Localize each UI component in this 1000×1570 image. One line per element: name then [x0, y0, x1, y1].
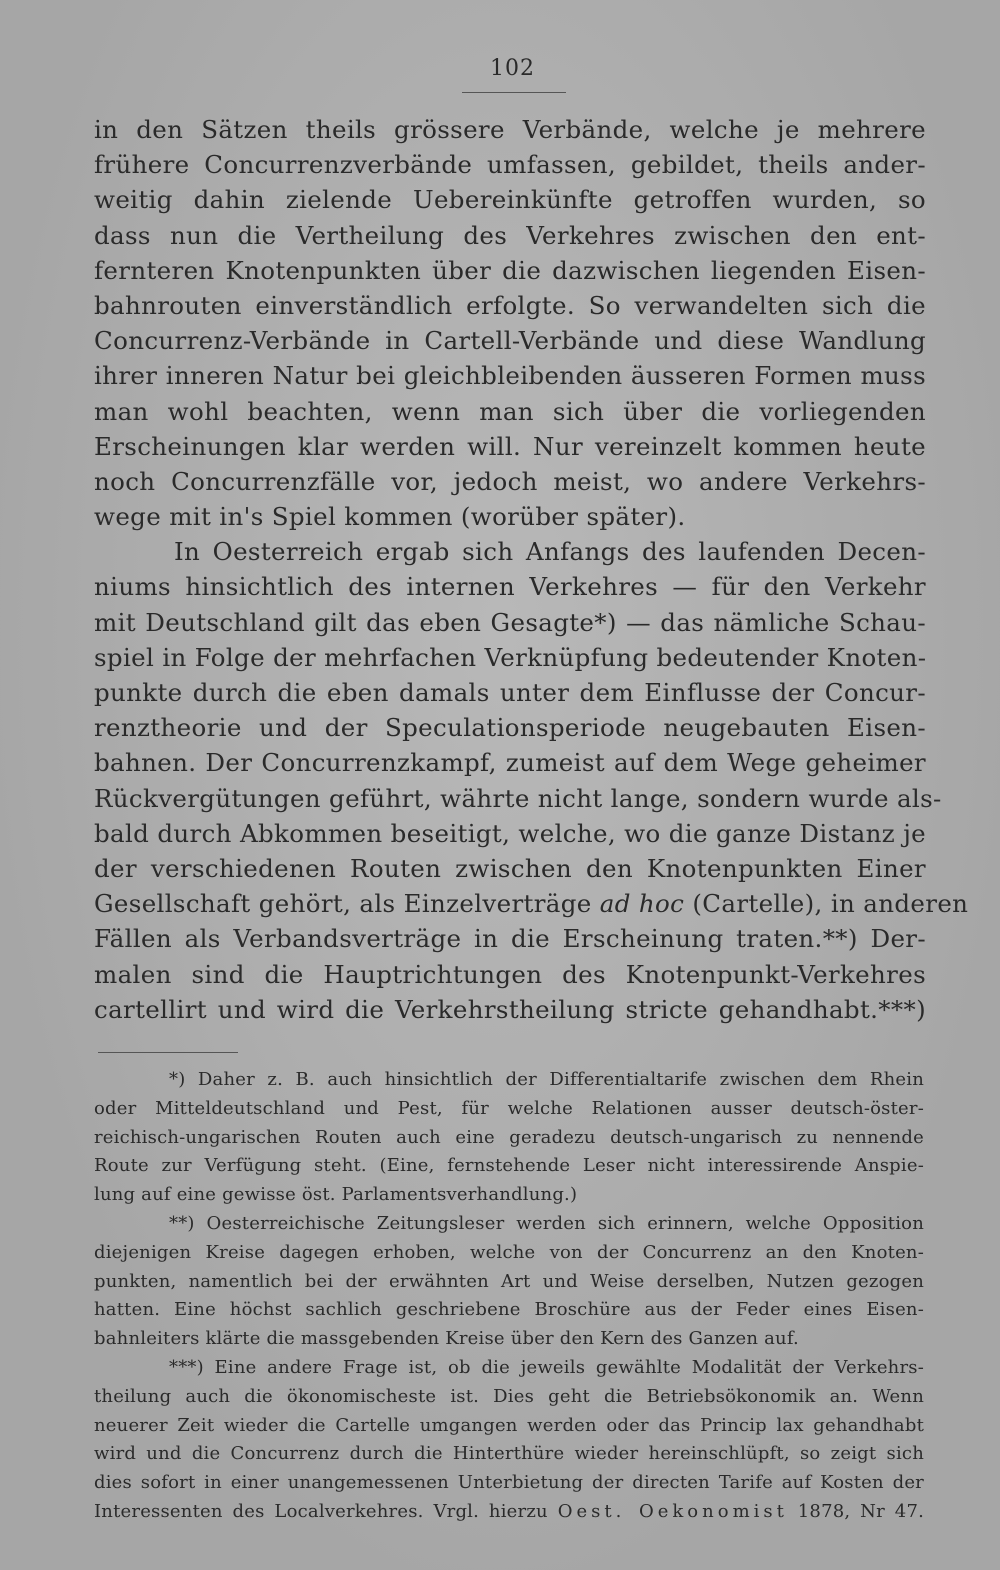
footnote-line: dies sofort in einer unangemessenen Unterbietung der directen Tarife auf Kosten der: [94, 1472, 924, 1494]
text-segment: 1878, Nr 47.: [797, 1500, 925, 1522]
text-line: man wohl beachten, wenn man sich über die vorliegenden: [94, 396, 926, 426]
text-line: spiel in Folge der mehrfachen Verknüpfung bedeutender Knoten-: [94, 642, 927, 672]
spaced-citation: Oest. Oekonomist: [557, 1500, 788, 1522]
text-line: ihrer inneren Natur bei gleichbleibenden äusseren Formen muss: [94, 361, 926, 391]
text-line: Fällen als Verbandsverträge in die Erscheinung traten.**) Der-: [94, 924, 926, 954]
text-line: der verschiedenen Routen zwischen den Knotenpunkten Einer: [94, 853, 926, 883]
footnote-line: **) Oesterreichische Zeitungsleser werden sich erinnern, welche Opposition: [169, 1212, 924, 1234]
footnote-line: reichisch-ungarischen Routen auch eine geradezu deutsch-ungarisch zu nennende: [94, 1126, 924, 1148]
footnote-line: oder Mitteldeutschland und Pest, für welche Relationen ausser deutsch-öster-: [94, 1097, 924, 1119]
body-text: [94, 112, 969, 1027]
text-line: bahnen. Der Concurrenzkampf, zumeist auf dem Wege geheimer: [94, 748, 926, 778]
text-line: in den Sätzen theils grössere Verbände, welche je mehrere: [94, 115, 926, 144]
text-segment: Interessenten des Localverkehres. Vrgl. hierzu: [94, 1500, 548, 1522]
text-line: fernteren Knotenpunkten über die dazwischen liegenden Eisen-: [94, 255, 926, 285]
text-line: malen sind die Hauptrichtungen des Knotenpunkt-Verkehres: [94, 959, 926, 989]
footnote-line: lung auf eine gewisse öst. Parlamentsverhandlung.): [94, 1184, 578, 1206]
footnote-line: theilung auch die ökonomischeste ist. Dies geht die Betriebsökonomik an. Wenn: [94, 1385, 924, 1407]
footnote-line: Route zur Verfügung steht. (Eine, fernstehende Leser nicht interessirende Anspie-: [94, 1155, 924, 1177]
text-line: weitig dahin zielende Uebereinkünfte getroffen wurden, so: [94, 185, 926, 215]
footnote-line: punkten, namentlich bei der erwähnten Art und Weise derselben, Nutzen gezogen: [94, 1270, 924, 1292]
text-line: [94, 886, 969, 921]
italic-phrase: ad hoc: [599, 889, 685, 919]
footnote-line: hatten. Eine höchst sachlich geschriebene Broschüre aus der Feder eines Eisen-: [94, 1299, 924, 1321]
text-line: Rückvergütungen geführt, währte nicht lange, sondern wurde als-: [94, 783, 942, 813]
footnote-line: diejenigen Kreise dagegen erhoben, welche von der Concurrenz an den Knoten-: [94, 1241, 924, 1263]
footnote-rule: [98, 1052, 238, 1053]
text-line: niums hinsichtlich des internen Verkehres — für den Verkehr: [94, 572, 926, 602]
text-line: Concurrenz-Verbände in Cartell-Verbände und diese Wandlung: [94, 326, 926, 356]
text-line: renztheorie und der Speculationsperiode neugebauten Eisen-: [94, 713, 926, 743]
text-line: wege mit in's Spiel kommen (worüber später).: [94, 502, 686, 532]
text-line: frühere Concurrenzverbände umfassen, gebildet, theils ander-: [94, 150, 926, 180]
text-line: In Oesterreich ergab sich Anfangs des laufenden Decen-: [174, 537, 926, 567]
text-line: Erscheinungen klar werden will. Nur vereinzelt kommen heute: [94, 431, 926, 461]
footnote-line: neuerer Zeit wieder die Cartelle umgangen werden oder das Princip lax gehandhabt: [94, 1414, 924, 1436]
footnote-line: wird und die Concurrenz durch die Hinterthüre wieder hereinschlüpft, so zeigt sich: [94, 1443, 924, 1465]
footnote-line: bahnleiters klärte die massgebenden Kreise über den Kern des Ganzen auf.: [94, 1328, 799, 1350]
text-line: punkte durch die eben damals unter dem Einflusse der Concur-: [94, 678, 926, 707]
text-line: cartellirt und wird die Verkehrstheilung stricte gehandhabt.***): [94, 994, 926, 1024]
text-line: mit Deutschland gilt das eben Gesagte*) — das nämliche Schau-: [94, 607, 926, 637]
footnote-line: ***) Eine andere Frage ist, ob die jeweils gewählte Modalität der Verkehrs-: [169, 1356, 924, 1378]
text-segment: Gesellschaft gehört, als Einzelverträge: [94, 889, 592, 919]
page-number-rule: [462, 92, 566, 93]
text-line: dass nun die Vertheilung des Verkehres zwischen den ent-: [94, 220, 926, 250]
footnote-line: [94, 1498, 924, 1527]
text-line: bald durch Abkommen beseitigt, welche, wo die ganze Distanz je: [94, 818, 926, 848]
footnotes: [94, 1066, 924, 1527]
text-line: bahnrouten einverständlich erfolgte. So verwandelten sich die: [94, 290, 926, 320]
footnote-line: *) Daher z. B. auch hinsichtlich der Differentialtarife zwischen dem Rhein: [169, 1069, 924, 1090]
text-line: noch Concurrenzfälle vor, jedoch meist, wo andere Verkehrs-: [94, 466, 926, 496]
text-segment: (Cartelle), in anderen: [692, 889, 969, 919]
page-number: 102: [490, 56, 535, 81]
